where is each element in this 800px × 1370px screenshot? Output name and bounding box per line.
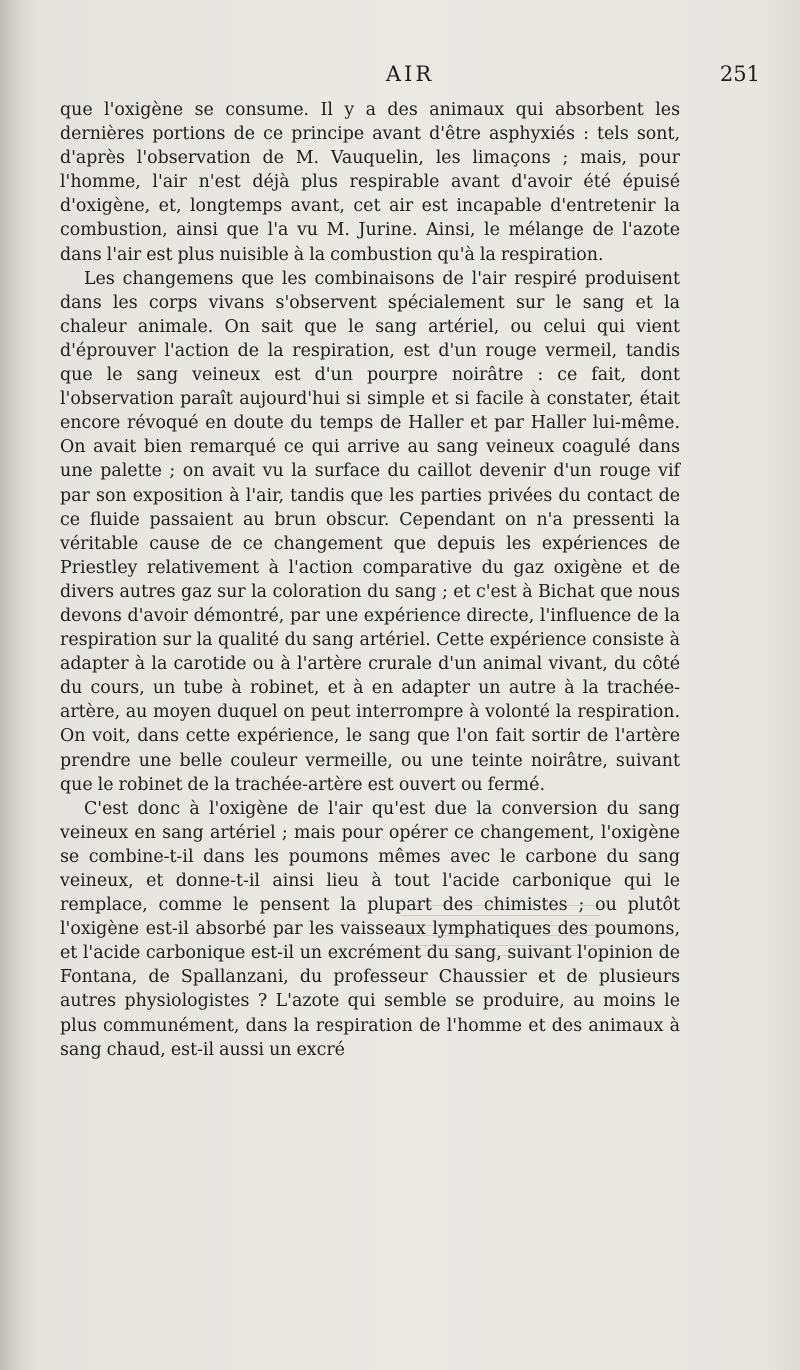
running-title: AIR <box>385 62 435 86</box>
paragraph-continuation: que l'oxigène se consume. Il y a des animaux qui absorbent les dernières portions de ce principe avant d'être asphyxiés : tels sont, d'après l'observation de M. Vauquelin, les limaçons ; mais, pour l'homme, l'air n'est déjà plus respirable avant d'avoir été épuisé d'oxigène, et, longtemps avant, cet air est incapable d'entretenir la combustion, ainsi que l'a vu M. Jurine. Ainsi, le mélange de l'azote dans l'air est plus nuisible à la combustion qu'à la respiration. <box>60 100 680 265</box>
paragraph-blood-heat: Les changemens que les combinaisons de l'air respiré produisent dans les corps vivans s'observent spécialement sur le sang et la chaleur animale. On sait que le sang artériel, ou celui qui vient d'éprouver l'action de la respiration, est d'un rouge vermeil, tandis que le sang veineux est d'un pourpre noirâtre : ce fait, dont l'observation paraît aujourd'hui si simple et si facile à constater, était encore révoqué en doute du temps de Haller et par Haller lui-même. On avait bien remarqué ce qui arrive au sang veineux coagulé dans une palette ; on avait vu la surface du caillot devenir d'un rouge vif par son exposition à l'air, tandis que les parties privées du contact de ce fluide passaient au brun obscur. Cependant on n'a pressenti la véritable cause de ce changement que depuis les expériences de Priestley relativement à l'action comparative du gaz oxigène et de divers autres gaz sur la coloration du sang ; et c'est à Bichat que nous devons d'avoir démontré, par une expérience directe, l'influence de la respiration sur la qualité du sang artériel. Cette expérience consiste à adapter à la carotide ou à l'artère crurale d'un animal vivant, du côté du cours, un tube à robinet, et à en adapter un autre à la trachée-artère, au moyen duquel on peut interrompre à volonté la respiration. On voit, dans cette expérience, le sang que l'on fait sortir de l'artère prendre une belle couleur vermeille, ou une teinte noirâtre, suivant que le robinet de la trachée-artère est ouvert ou fermé. <box>60 268 680 795</box>
page-number: 251 <box>719 62 760 86</box>
paragraph-oxygen-conversion: C'est donc à l'oxigène de l'air qu'est due la conversion du sang veineux en sang artériel ; mais pour opérer ce changement, l'oxigène se combine-t-il dans les poumons mêmes avec le carbone du sang veineux, et donne-t-il ainsi lieu à tout l'acide carbonique qui le remplace, comme le pensent la plupart des chimistes ; ou plutôt l'oxigène est-il absorbé par les vaisseaux lymphatiques des poumons, et l'acide carbonique est-il un excrément du sang, suivant l'opinion de Fontana, de Spallanzani, du professeur Chaussier et de plusieurs autres physiologistes ? L'azote qui semble se produire, au moins le plus communément, dans la respiration de l'homme et des animaux à sang chaud, est-il aussi un excré <box>60 798 680 1060</box>
body-text <box>60 98 680 1062</box>
page-header <box>60 62 760 90</box>
